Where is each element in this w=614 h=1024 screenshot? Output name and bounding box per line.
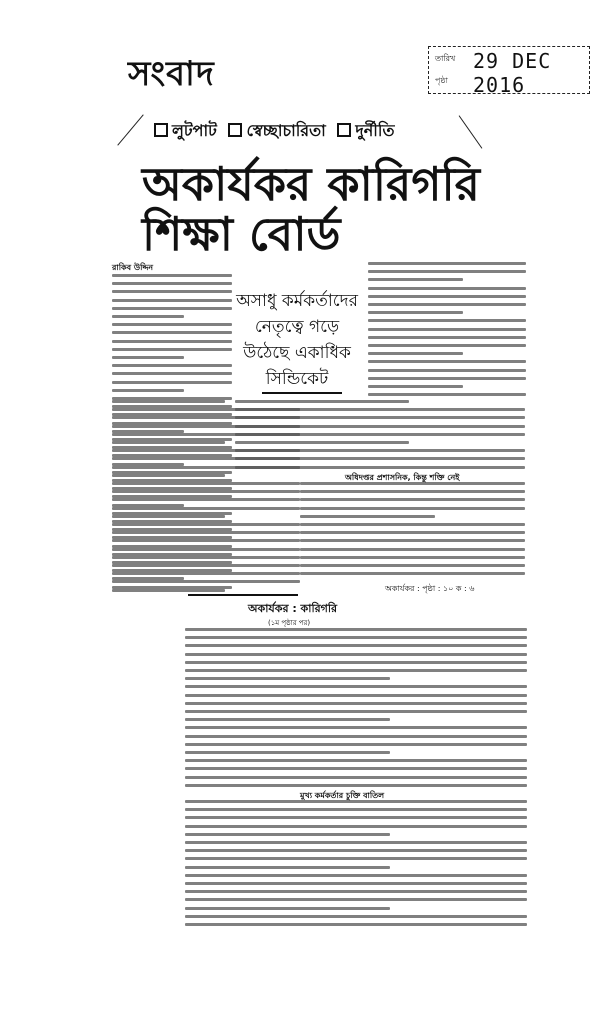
text-line (235, 466, 525, 469)
text-line (112, 307, 232, 310)
text-line (112, 299, 232, 302)
text-line (300, 515, 435, 518)
stamp-page-label: পৃষ্ঠা (435, 76, 448, 85)
text-line (235, 400, 409, 403)
text-line (300, 564, 525, 567)
text-line (112, 290, 232, 293)
text-line (185, 882, 527, 885)
text-line (235, 416, 525, 419)
text-line (185, 849, 527, 852)
text-line (185, 751, 390, 754)
text-line (112, 490, 300, 493)
pen-mark-icon (117, 114, 143, 145)
divider-rule (188, 594, 298, 596)
pull-quote-line: উঠেছে একাধিক (243, 343, 351, 363)
text-line (185, 759, 527, 762)
text-line (368, 344, 526, 347)
pull-quote-rule (262, 392, 342, 394)
text-line (112, 523, 300, 526)
text-line (185, 677, 390, 680)
text-line (300, 572, 525, 575)
text-line (185, 718, 390, 721)
text-line (185, 808, 527, 811)
text-line (185, 923, 527, 926)
text-line (368, 262, 526, 265)
text-line (185, 874, 527, 877)
square-bullet-icon (337, 123, 351, 137)
text-line (368, 377, 526, 380)
text-line (368, 311, 463, 314)
text-line (185, 726, 527, 729)
text-line (368, 295, 526, 298)
headline-line-1: অকার্যকর কারিগরি (142, 157, 480, 211)
text-line (185, 767, 527, 770)
kicker-item: দুর্নীতি (355, 121, 395, 140)
text-line (235, 441, 409, 444)
text-line (368, 328, 526, 331)
text-line (112, 507, 300, 510)
jump-reference: অকার্যকর : পৃষ্ঠা : ১০ ক : ৬ (385, 584, 475, 593)
continuation-subtitle: (১ম পৃষ্ঠার পর) (268, 619, 311, 627)
text-line (368, 270, 526, 273)
text-line (185, 890, 527, 893)
kicker-item: স্বেচ্ছাচারিতা (246, 121, 326, 140)
text-line (112, 572, 300, 575)
byline: রাকিব উদ্দিন (112, 263, 154, 272)
text-line (112, 323, 232, 326)
text-line (112, 372, 232, 375)
text-line (112, 531, 300, 534)
text-line (235, 433, 525, 436)
text-line (112, 498, 300, 501)
continuation-title: অকার্যকর : কারিগরি (248, 602, 338, 615)
square-bullet-icon (228, 123, 242, 137)
text-line (185, 776, 527, 779)
text-line (185, 915, 527, 918)
text-line (368, 287, 526, 290)
text-line (185, 816, 527, 819)
pull-quote-line: সিন্ডিকেট (265, 369, 329, 389)
text-line (112, 474, 225, 477)
text-line (185, 857, 527, 860)
continuation-subhead: মুখ্য কর্মকর্তার চুক্তি বাতিল (300, 791, 385, 800)
text-line (300, 523, 525, 526)
text-line (235, 457, 525, 460)
text-line (112, 580, 300, 583)
text-line (112, 482, 300, 485)
kicker-item: লুটপাট (172, 121, 217, 140)
text-line (300, 482, 525, 485)
text-line (368, 385, 463, 388)
text-line (300, 490, 525, 493)
stamp-label: তারিখ (435, 54, 456, 63)
text-line (112, 381, 232, 384)
text-line (185, 825, 527, 828)
text-line (185, 685, 527, 688)
text-line (185, 636, 527, 639)
text-line (112, 356, 184, 359)
text-line (185, 694, 527, 697)
headline-line-2: শিক্ষা বোর্ড (142, 207, 341, 261)
pull-quote-line: নেতৃত্বে গড়ে (254, 317, 340, 337)
text-line (112, 274, 232, 277)
kicker-line (148, 118, 394, 145)
text-line (368, 352, 463, 355)
text-line (368, 393, 526, 396)
text-line (185, 661, 527, 664)
text-line (112, 589, 225, 592)
text-line (112, 539, 300, 542)
text-line (368, 369, 526, 372)
text-line (300, 531, 525, 534)
stamp-date: 29 DEC 2016 (473, 49, 552, 97)
text-line (185, 907, 390, 910)
text-line (112, 515, 225, 518)
section-subhead: অধিদপ্তর প্রশাসনিক, কিন্তু শক্তি নেই (345, 473, 460, 482)
text-line (112, 331, 232, 334)
pull-quote (232, 288, 362, 392)
text-line (112, 556, 300, 559)
text-line (185, 628, 527, 631)
text-line (300, 548, 525, 551)
text-line (368, 278, 463, 281)
text-line (185, 800, 527, 803)
pen-mark-icon (459, 115, 483, 148)
text-line (185, 653, 527, 656)
text-line (235, 425, 525, 428)
text-line (185, 866, 390, 869)
text-line (185, 841, 527, 844)
text-line (185, 784, 527, 787)
text-line (112, 315, 184, 318)
square-bullet-icon (154, 123, 168, 137)
text-line (112, 389, 184, 392)
text-line (235, 408, 525, 411)
text-line (112, 364, 232, 367)
text-line (300, 498, 525, 501)
pull-quote-line: অসাধু কর্মকর্তাদের (236, 291, 358, 311)
text-line (185, 710, 527, 713)
text-line (185, 735, 527, 738)
text-line (235, 449, 525, 452)
text-line (112, 340, 232, 343)
text-line (112, 441, 225, 444)
text-line (185, 833, 390, 836)
text-line (368, 360, 526, 363)
text-line (112, 548, 300, 551)
text-line (368, 336, 526, 339)
newspaper-masthead: সংবাদ (128, 54, 215, 94)
text-line (185, 669, 527, 672)
text-line (368, 319, 526, 322)
text-line (112, 400, 225, 403)
text-line (185, 644, 527, 647)
text-line (112, 348, 232, 351)
text-line (185, 702, 527, 705)
text-line (300, 556, 525, 559)
text-line (368, 303, 526, 306)
text-line (300, 507, 525, 510)
text-line (185, 898, 527, 901)
text-line (300, 539, 525, 542)
date-stamp (428, 46, 590, 97)
text-line (112, 564, 300, 567)
text-line (112, 282, 232, 285)
text-line (185, 743, 527, 746)
